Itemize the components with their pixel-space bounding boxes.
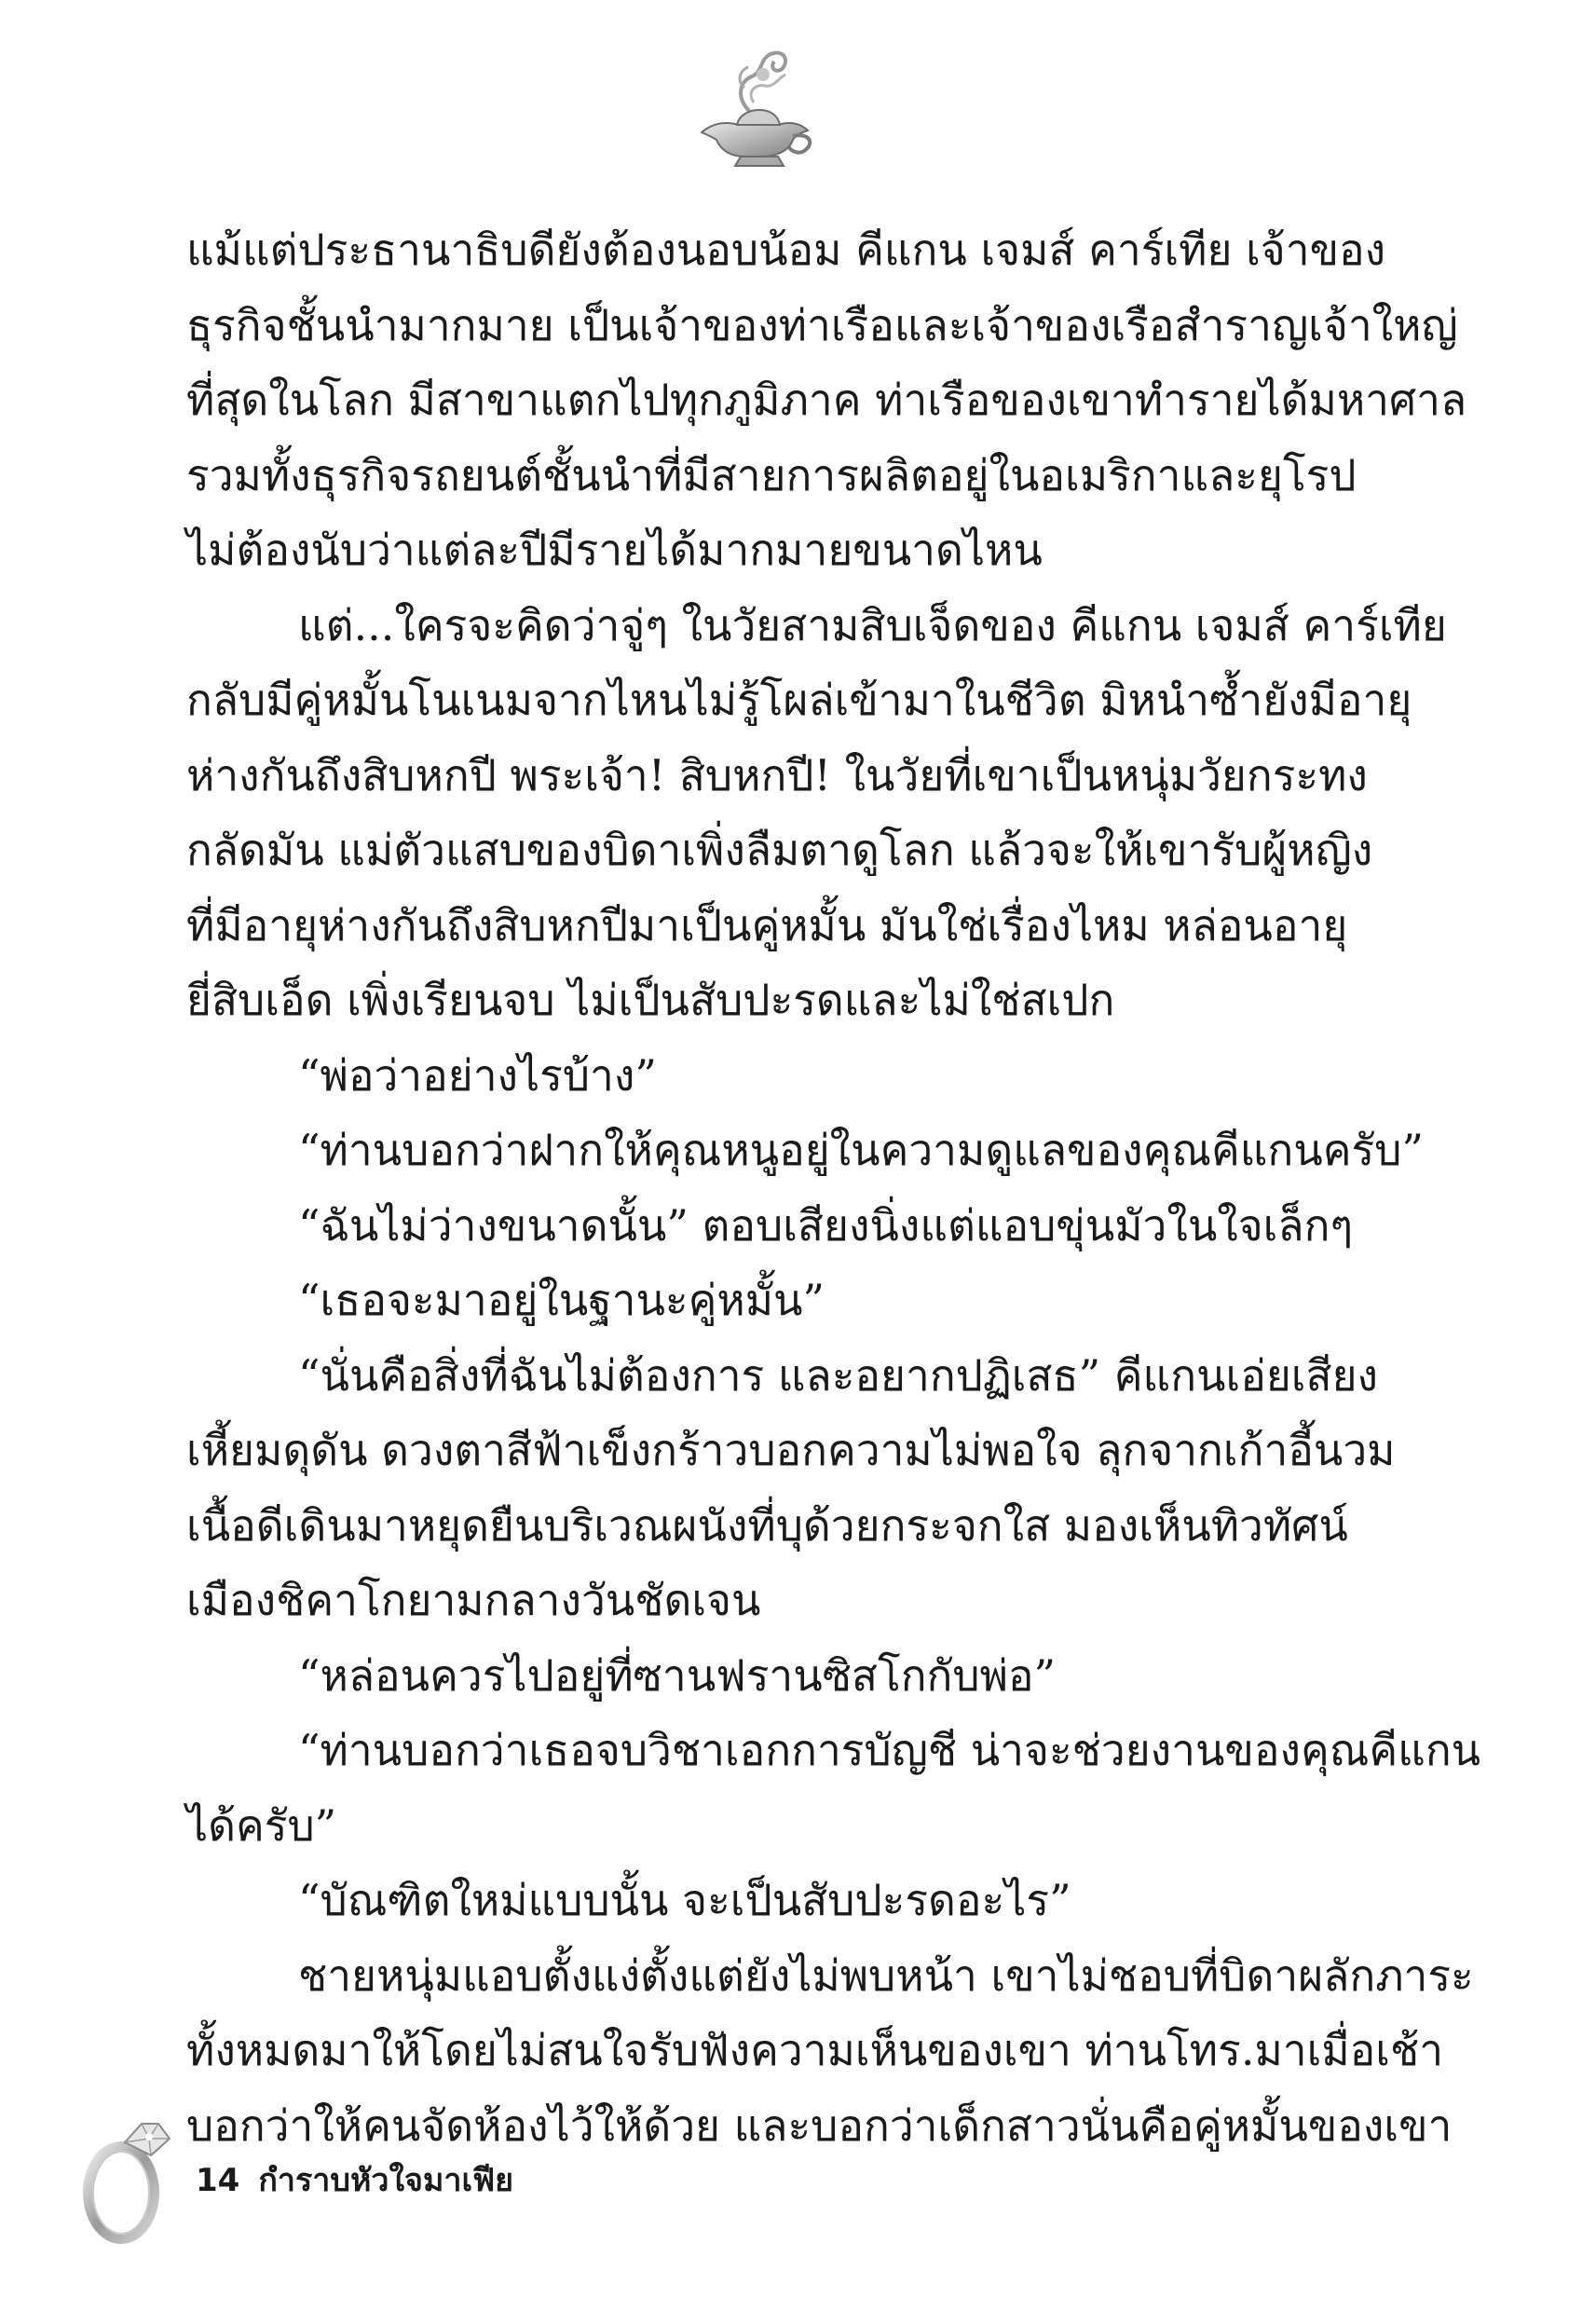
text-line: เนื้อดีเดินมาหยุดยืนบริเวณผนังที่บุด้วยกระจกใส มองเห็นทิวทัศน์ — [186, 1499, 1348, 1551]
text-line: รวมทั้งธุรกิจรถยนต์ชั้นนำที่มีสายการผลิตอยู่ในอเมริกาและยุโรป — [186, 449, 1357, 500]
text-line: เมืองชิคาโกยามกลางวันชัดเจน — [186, 1575, 761, 1625]
body-text — [186, 212, 1481, 2163]
page-number: 14 — [196, 2162, 240, 2199]
genie-lamp-icon — [685, 47, 825, 172]
text-line: ที่มีอายุห่างกันถึงสิบหกปีมาเป็นคู่หมั้น มันใช่เรื่องไหม หล่อนอายุ — [186, 899, 1348, 950]
text-line: กลับมีคู่หมั้นโนเนมจากไหนไม่รู้โผล่เข้ามาในชีวิต มิหนำซ้ำยังมีอายุ — [186, 675, 1412, 725]
text-line: ที่สุดในโลก มีสาขาแตกไปทุกภูมิภาค ท่าเรือของเขาทำรายได้มหาศาล — [186, 375, 1467, 425]
text-line: บอกว่าให้คนจัดห้องไว้ให้ด้วย และบอกว่าเด็กสาวนั่นคือคู่หมั้นของเขา — [186, 2099, 1453, 2151]
text-line: ธุรกิจชั้นนำมากมาย เป็นเจ้าของท่าเรือและเจ้าของเรือสำราญเจ้าใหญ่ — [186, 299, 1458, 350]
text-line: ไม่ต้องนับว่าแต่ละปีมีรายได้มากมายขนาดไหน — [186, 525, 1043, 575]
text-line: “ท่านบอกว่าฝากให้คุณหนูอยู่ในความดูแลของคุณคีแกนครับ” — [298, 1125, 1424, 1175]
text-line: แม้แต่ประธานาธิบดียังต้องนอบน้อม คีแกน เจมส์ คาร์เทีย เจ้าของ — [186, 225, 1386, 275]
book-title: กำราบหัวใจมาเฟีย — [258, 2162, 514, 2199]
text-line: ได้ครับ” — [186, 1799, 337, 1851]
text-line: กลัดมัน แม่ตัวแสบของบิดาเพิ่งลืมตาดูโลก แล้วจะให้เขารับผู้หญิง — [186, 825, 1373, 875]
diamond-ring-icon — [73, 2101, 184, 2250]
text-line: “ฉันไม่ว่างขนาดนั้น” ตอบเสียงนิ่งแต่แอบขุ่นมัวในใจเล็กๆ — [298, 1199, 1354, 1251]
text-line: “นั่นคือสิ่งที่ฉันไม่ต้องการ และอยากปฏิเสธ” คีแกนเอ่ยเสียง — [298, 1349, 1379, 1401]
text-line: “บัณฑิตใหม่แบบนั้น จะเป็นสับปะรดอะไร” — [298, 1875, 1071, 1925]
text-line: “พ่อว่าอย่างไรบ้าง” — [298, 1049, 657, 1101]
text-line: “ท่านบอกว่าเธอจบวิชาเอกการบัญชี น่าจะช่วยงานของคุณคีแกน — [298, 1725, 1481, 1775]
text-line: ห่างกันถึงสิบหกปี พระเจ้า! สิบหกปี! ในวัยที่เขาเป็นหนุ่มวัยกระทง — [186, 749, 1368, 800]
text-line: “เธอจะมาอยู่ในฐานะคู่หมั้น” — [298, 1275, 825, 1325]
text-line: ชายหนุ่มแอบตั้งแง่ตั้งแต่ยังไม่พบหน้า เขาไม่ชอบที่บิดาผลักภาระ — [298, 1949, 1474, 2001]
text-line: เหี้ยมดุดัน ดวงตาสีฟ้าเข็งกร้าวบอกความไม่พอใจ ลุกจากเก้าอี้นวม — [186, 1425, 1396, 1475]
text-line: แต่...ใครจะคิดว่าจู่ๆ ในวัยสามสิบเจ็ดของ คีแกน เจมส์ คาร์เทีย — [298, 599, 1447, 650]
text-line: ทั้งหมดมาให้โดยไม่สนใจรับฟังความเห็นของเขา ท่านโทร.มาเมื่อเช้า — [186, 2025, 1444, 2075]
text-line: “หล่อนควรไปอยู่ที่ซานฟรานซิสโกกับพ่อ” — [298, 1649, 1057, 1701]
page-footer — [196, 2154, 513, 2205]
text-line: ยี่สิบเอ็ด เพิ่งเรียนจบ ไม่เป็นสับปะรดและไม่ใช่สเปก — [186, 975, 1115, 1025]
